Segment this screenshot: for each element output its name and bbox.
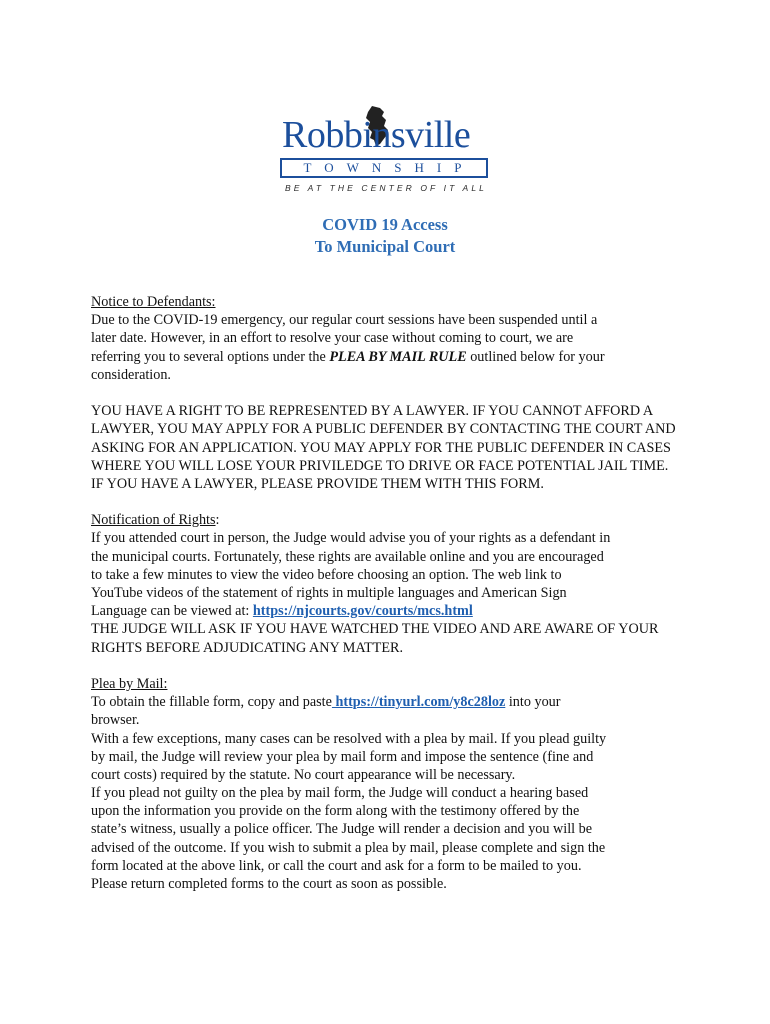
- plea-heading: Plea by Mail:: [91, 675, 168, 692]
- plea-line: by mail, the Judge will review your plea by mail form and impose the sentence (fine and: [91, 748, 594, 765]
- notice-line: Due to the COVID-19 emergency, our regular court sessions have been suspended until a: [91, 312, 598, 329]
- rights-line: the municipal courts. Fortunately, these rights are available online and you are encouraged: [91, 548, 604, 565]
- plea-text: into your: [505, 694, 561, 711]
- plea-line: browser.: [91, 712, 140, 729]
- lawyer-line: YOU HAVE A RIGHT TO BE REPRESENTED BY A LAWYER. IF YOU CANNOT AFFORD A: [91, 403, 654, 420]
- rights-line: YouTube videos of the statement of rights in multiple languages and American Sign: [91, 585, 567, 601]
- plea-line: [91, 693, 691, 711]
- tinyurl-link[interactable]: https://tinyurl.com/y8c28loz: [331, 694, 506, 711]
- rights-line: [91, 602, 691, 620]
- page-title-line2: To Municipal Court: [314, 237, 456, 256]
- logo-tagline: BE AT THE CENTER OF IT ALL: [285, 183, 487, 193]
- plea-by-mail-rule: PLEA BY MAIL RULE: [329, 348, 467, 365]
- lawyer-line: WHERE YOU WILL LOSE YOUR PRIVILEDGE TO DRIVE OR FACE POTENTIAL JAIL TIME.: [91, 457, 669, 474]
- plea-line: If you plead not guilty on the plea by mail form, the Judge will conduct a hearing based: [91, 785, 589, 802]
- rights-line: THE JUDGE WILL ASK IF YOU HAVE WATCHED THE VIDEO AND ARE AWARE OF YOUR: [91, 621, 659, 638]
- rights-line: If you attended court in person, the Judge would advise you of your rights as a defendant in: [91, 530, 611, 547]
- rights-heading-colon: :: [215, 512, 220, 529]
- plea-line: Please return completed forms to the court as soon as possible.: [91, 876, 447, 892]
- rights-heading-line: [91, 511, 691, 529]
- plea-line: upon the information you provide on the form along with the testimony offered by the: [91, 803, 580, 820]
- plea-line: advised of the outcome. If you wish to submit a plea by mail, please complete and sign the: [91, 839, 606, 856]
- notice-line: later date. However, in an effort to resolve your case without coming to court, we are: [91, 330, 574, 347]
- lawyer-line: IF YOU HAVE A LAWYER, PLEASE PROVIDE THEM WITH THIS FORM.: [91, 475, 544, 492]
- logo-township: TOWNSHIP: [303, 160, 475, 175]
- plea-line: form located at the above link, or call the court and ask for a form to be mailed to you.: [91, 857, 582, 874]
- page-title-line1: COVID 19 Access: [322, 215, 448, 234]
- notice-line: consideration.: [91, 366, 171, 383]
- plea-line: court costs) required by the statute. No court appearance will be necessary.: [91, 766, 516, 783]
- lawyer-line: LAWYER, YOU MAY APPLY FOR A PUBLIC DEFENDER BY CONTACTING THE COURT AND: [91, 421, 676, 438]
- plea-line: state’s witness, usually a police officer. The Judge will render a decision and you will be: [91, 821, 593, 838]
- rights-line: to take a few minutes to view the video before choosing an option. The web link to: [91, 566, 562, 583]
- plea-line: With a few exceptions, many cases can be resolved with a plea by mail. If you plead guilty: [91, 730, 607, 747]
- document-body: [91, 293, 691, 893]
- notice-heading: Notice to Defendants:: [91, 294, 216, 310]
- notice-text: referring you to several options under the: [91, 348, 330, 365]
- plea-text: To obtain the fillable form, copy and paste: [91, 694, 332, 711]
- notice-text: outlined below for your: [466, 348, 605, 365]
- rights-text: Language can be viewed at:: [91, 603, 253, 620]
- notice-line: [91, 348, 691, 366]
- township-logo: [280, 106, 492, 198]
- rights-line: RIGHTS BEFORE ADJUDICATING ANY MATTER.: [91, 639, 404, 656]
- njcourts-link[interactable]: https://njcourts.gov/courts/mcs.html: [252, 603, 473, 620]
- lawyer-line: ASKING FOR AN APPLICATION. YOU MAY APPLY FOR THE PUBLIC DEFENDER IN CASES: [91, 439, 671, 456]
- logo-name: Robbinsville: [282, 114, 471, 156]
- rights-heading: Notification of Rights: [91, 512, 216, 529]
